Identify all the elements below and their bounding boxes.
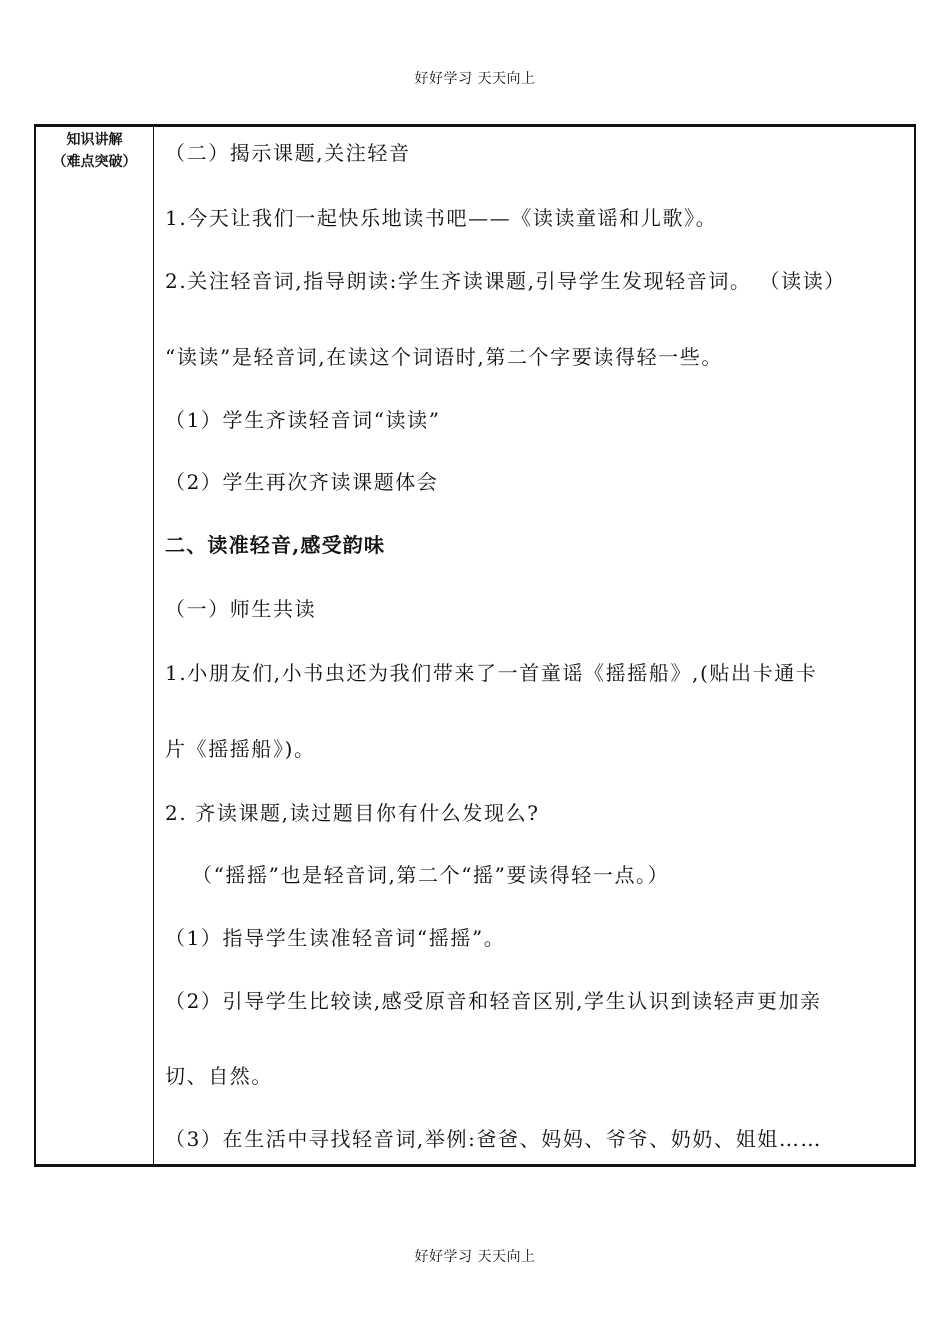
content-line-subheading: （一）师生共读 xyxy=(165,597,317,621)
content-line: 片《摇摇船》)。 xyxy=(165,737,316,761)
section-label-title: 知识讲解 xyxy=(66,132,123,148)
lesson-table xyxy=(34,124,916,1167)
content-line: 2.关注轻音词,指导朗读:学生齐读课题,引导学生发现轻音词。 （读读） xyxy=(165,269,846,293)
content-section-heading: 二、读准轻音,感受韵味 xyxy=(165,533,386,557)
content-line: （1）学生齐读轻音词“读读” xyxy=(165,408,441,432)
page-header: 好好学习 天天向上 xyxy=(414,71,536,87)
content-line: （1）指导学生读准轻音词“摇摇”。 xyxy=(165,926,506,950)
content-line: （“摇摇”也是轻音词,第二个“摇”要读得轻一点。） xyxy=(192,863,670,887)
content-line-subheading: （二）揭示课题,关注轻音 xyxy=(165,141,411,165)
content-line: （3）在生活中寻找轻音词,举例:爸爸、妈妈、爷爷、奶奶、姐姐…… xyxy=(165,1127,823,1151)
lesson-content-cell xyxy=(154,127,914,1164)
content-line: “读读”是轻音词,在读这个词语时,第二个字要读得轻一些。 xyxy=(165,345,723,369)
content-line: （2）引导学生比较读,感受原音和轻音区别,学生认识到读轻声更加亲 xyxy=(165,989,822,1013)
section-label-cell xyxy=(36,127,154,1164)
content-line: 切、自然。 xyxy=(165,1064,273,1088)
page-footer: 好好学习 天天向上 xyxy=(414,1249,536,1265)
section-label-subtitle: （难点突破） xyxy=(52,154,137,170)
content-line: （2）学生再次齐读课题体会 xyxy=(165,470,439,494)
content-line: 2. 齐读课题,读过题目你有什么发现么? xyxy=(165,801,540,825)
content-line: 1.今天让我们一起快乐地读书吧——《读读童谣和儿歌》。 xyxy=(165,206,718,230)
content-line: 1.小朋友们,小书虫还为我们带来了一首童谣《摇摇船》,(贴出卡通卡 xyxy=(165,661,818,685)
